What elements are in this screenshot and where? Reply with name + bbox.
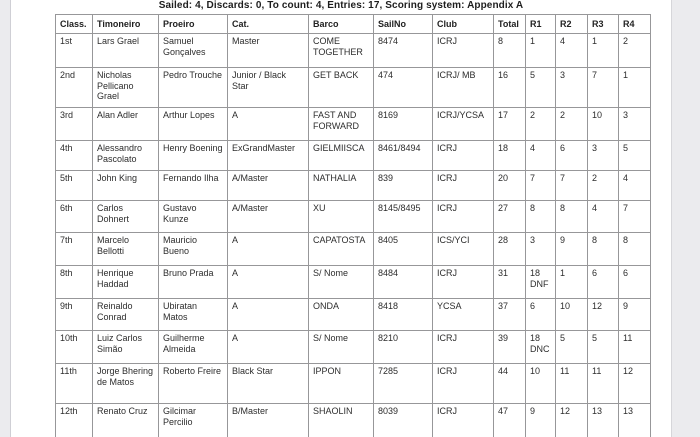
table-cell: ICRJ [433, 201, 494, 233]
table-cell: 7285 [374, 364, 433, 404]
table-cell: Luiz Carlos Simão [93, 331, 159, 364]
table-cell: CAPATOSTA [309, 233, 374, 266]
table-cell: 5 [526, 68, 556, 108]
table-cell: Gilcimar Percilio [159, 404, 228, 437]
table-cell: 4th [56, 141, 93, 171]
table-cell: 11 [588, 364, 619, 404]
table-row [56, 233, 651, 266]
table-cell: 39 [494, 331, 526, 364]
table-cell: 6 [556, 141, 588, 171]
column-header: Club [433, 15, 494, 34]
table-cell: ICRJ/YCSA [433, 108, 494, 141]
table-cell: 8474 [374, 34, 433, 68]
table-cell: 3 [556, 68, 588, 108]
table-cell: 9 [556, 233, 588, 266]
table-cell: SHAOLIN [309, 404, 374, 437]
table-cell: 8169 [374, 108, 433, 141]
table-cell: 10 [526, 364, 556, 404]
table-cell: 6 [619, 266, 651, 299]
table-cell: 18 [494, 141, 526, 171]
table-cell: 13 [619, 404, 651, 437]
table-cell: 2 [588, 171, 619, 201]
table-cell: Samuel Gonçalves [159, 34, 228, 68]
table-row [56, 108, 651, 141]
table-cell: Marcelo Bellotti [93, 233, 159, 266]
column-header: Total [494, 15, 526, 34]
table-cell: ICRJ [433, 404, 494, 437]
left-margin [0, 0, 11, 437]
table-cell: 10 [588, 108, 619, 141]
table-row [56, 331, 651, 364]
column-header: R3 [588, 15, 619, 34]
table-cell: 1 [556, 266, 588, 299]
table-cell: Fernando Ilha [159, 171, 228, 201]
table-cell: 10 [556, 299, 588, 331]
table-cell: Bruno Prada [159, 266, 228, 299]
table-cell: YCSA [433, 299, 494, 331]
table-cell: 31 [494, 266, 526, 299]
column-header: Class. [56, 15, 93, 34]
table-cell: 8210 [374, 331, 433, 364]
table-cell: 839 [374, 171, 433, 201]
table-cell: 12 [556, 404, 588, 437]
table-cell: 12th [56, 404, 93, 437]
table-cell: 2nd [56, 68, 93, 108]
table-row [56, 68, 651, 108]
table-cell: Junior / Black Star [228, 68, 309, 108]
table-cell: 7th [56, 233, 93, 266]
table-cell: Carlos Dohnert [93, 201, 159, 233]
table-cell: Alessandro Pascolato [93, 141, 159, 171]
table-cell: Reinaldo Conrad [93, 299, 159, 331]
table-cell: John King [93, 171, 159, 201]
table-cell: Guilherme Almeida [159, 331, 228, 364]
table-cell: 9th [56, 299, 93, 331]
table-cell: 3rd [56, 108, 93, 141]
column-header: R2 [556, 15, 588, 34]
table-cell: Renato Cruz [93, 404, 159, 437]
table-cell: 44 [494, 364, 526, 404]
table-cell: 17 [494, 108, 526, 141]
table-cell: 10th [56, 331, 93, 364]
table-cell: 2 [556, 108, 588, 141]
table-cell: 4 [588, 201, 619, 233]
results-table-body [56, 34, 651, 437]
table-cell: 4 [556, 34, 588, 68]
table-cell: 27 [494, 201, 526, 233]
table-cell: ICRJ/ MB [433, 68, 494, 108]
table-row [56, 266, 651, 299]
table-cell: 8039 [374, 404, 433, 437]
table-cell: A [228, 331, 309, 364]
table-cell: 18 DNF [526, 266, 556, 299]
table-cell: ICRJ [433, 331, 494, 364]
header-row [56, 15, 651, 34]
table-cell: A [228, 108, 309, 141]
table-cell: 9 [619, 299, 651, 331]
table-cell: Arthur Lopes [159, 108, 228, 141]
table-cell: Lars Grael [93, 34, 159, 68]
table-cell: 7 [526, 171, 556, 201]
table-cell: 8405 [374, 233, 433, 266]
table-cell: 9 [526, 404, 556, 437]
table-cell: ICRJ [433, 266, 494, 299]
table-cell: 8 [526, 201, 556, 233]
table-cell: 13 [588, 404, 619, 437]
table-cell: GET BACK [309, 68, 374, 108]
table-cell: 8th [56, 266, 93, 299]
table-cell: Pedro Trouche [159, 68, 228, 108]
table-cell: 8 [556, 201, 588, 233]
table-cell: 6 [588, 266, 619, 299]
table-cell: 12 [588, 299, 619, 331]
table-cell: 6th [56, 201, 93, 233]
table-cell: 5 [556, 331, 588, 364]
table-cell: 11 [619, 331, 651, 364]
table-cell: S/ Nome [309, 266, 374, 299]
table-row [56, 171, 651, 201]
table-cell: 1 [588, 34, 619, 68]
table-cell: XU [309, 201, 374, 233]
table-cell: 5 [619, 141, 651, 171]
table-cell: A [228, 233, 309, 266]
table-cell: 6 [526, 299, 556, 331]
column-header: R4 [619, 15, 651, 34]
table-cell: 1st [56, 34, 93, 68]
table-cell: 18 DNC [526, 331, 556, 364]
table-cell: 8 [588, 233, 619, 266]
table-cell: A [228, 266, 309, 299]
table-cell: Jorge Bhering de Matos [93, 364, 159, 404]
column-header: Proeiro [159, 15, 228, 34]
table-cell: ONDA [309, 299, 374, 331]
table-cell: 8 [494, 34, 526, 68]
table-cell: 11 [556, 364, 588, 404]
table-cell: B/Master [228, 404, 309, 437]
table-cell: S/ Nome [309, 331, 374, 364]
table-cell: Alan Adler [93, 108, 159, 141]
table-cell: 3 [619, 108, 651, 141]
table-cell: 16 [494, 68, 526, 108]
table-cell: NATHALIA [309, 171, 374, 201]
table-cell: 1 [526, 34, 556, 68]
table-cell: ICRJ [433, 171, 494, 201]
table-cell: 47 [494, 404, 526, 437]
right-margin [671, 0, 700, 437]
table-cell: Gustavo Kunze [159, 201, 228, 233]
table-cell: Mauricio Bueno [159, 233, 228, 266]
table-cell: ICRJ [433, 34, 494, 68]
table-cell: COME TOGETHER [309, 34, 374, 68]
table-cell: 11th [56, 364, 93, 404]
table-cell: 4 [619, 171, 651, 201]
table-cell: 5th [56, 171, 93, 201]
table-row [56, 141, 651, 171]
table-row [56, 201, 651, 233]
page-title: Sailed: 4, Discards: 0, To count: 4, Entries: 17, Scoring system: Appendix A [158, 0, 524, 11]
table-cell: A/Master [228, 201, 309, 233]
table-cell: Master [228, 34, 309, 68]
table-cell: Henrique Haddad [93, 266, 159, 299]
table-cell: ICRJ [433, 364, 494, 404]
table-cell: 8461/8494 [374, 141, 433, 171]
table-cell: 7 [556, 171, 588, 201]
table-cell: 20 [494, 171, 526, 201]
table-cell: 5 [588, 331, 619, 364]
table-row [56, 364, 651, 404]
table-cell: Henry Boening [159, 141, 228, 171]
table-cell: 7 [588, 68, 619, 108]
column-header: SailNo [374, 15, 433, 34]
table-row [56, 34, 651, 68]
table-cell: IPPON [309, 364, 374, 404]
column-header: Barco [309, 15, 374, 34]
table-cell: A [228, 299, 309, 331]
table-cell: 2 [526, 108, 556, 141]
table-cell: 4 [526, 141, 556, 171]
table-cell: 8 [619, 233, 651, 266]
table-cell: 12 [619, 364, 651, 404]
column-header: R1 [526, 15, 556, 34]
table-cell: 8145/8495 [374, 201, 433, 233]
table-row [56, 404, 651, 437]
table-cell: 28 [494, 233, 526, 266]
column-header: Timoneiro [93, 15, 159, 34]
table-cell: Nicholas Pellicano Grael [93, 68, 159, 108]
table-cell: Roberto Freire [159, 364, 228, 404]
table-cell: 1 [619, 68, 651, 108]
table-cell: 3 [588, 141, 619, 171]
column-header: Cat. [228, 15, 309, 34]
table-cell: GIELMIISCA [309, 141, 374, 171]
table-cell: 2 [619, 34, 651, 68]
table-cell: 37 [494, 299, 526, 331]
table-cell: 8484 [374, 266, 433, 299]
table-cell: ICRJ [433, 141, 494, 171]
table-cell: A/Master [228, 171, 309, 201]
table-row [56, 299, 651, 331]
results-table [55, 14, 651, 437]
table-cell: 8418 [374, 299, 433, 331]
table-cell: Black Star [228, 364, 309, 404]
table-cell: Ubiratan Matos [159, 299, 228, 331]
table-cell: ICS/YCI [433, 233, 494, 266]
table-cell: 7 [619, 201, 651, 233]
table-cell: 474 [374, 68, 433, 108]
table-cell: ExGrandMaster [228, 141, 309, 171]
table-cell: FAST AND FORWARD [309, 108, 374, 141]
table-cell: 3 [526, 233, 556, 266]
